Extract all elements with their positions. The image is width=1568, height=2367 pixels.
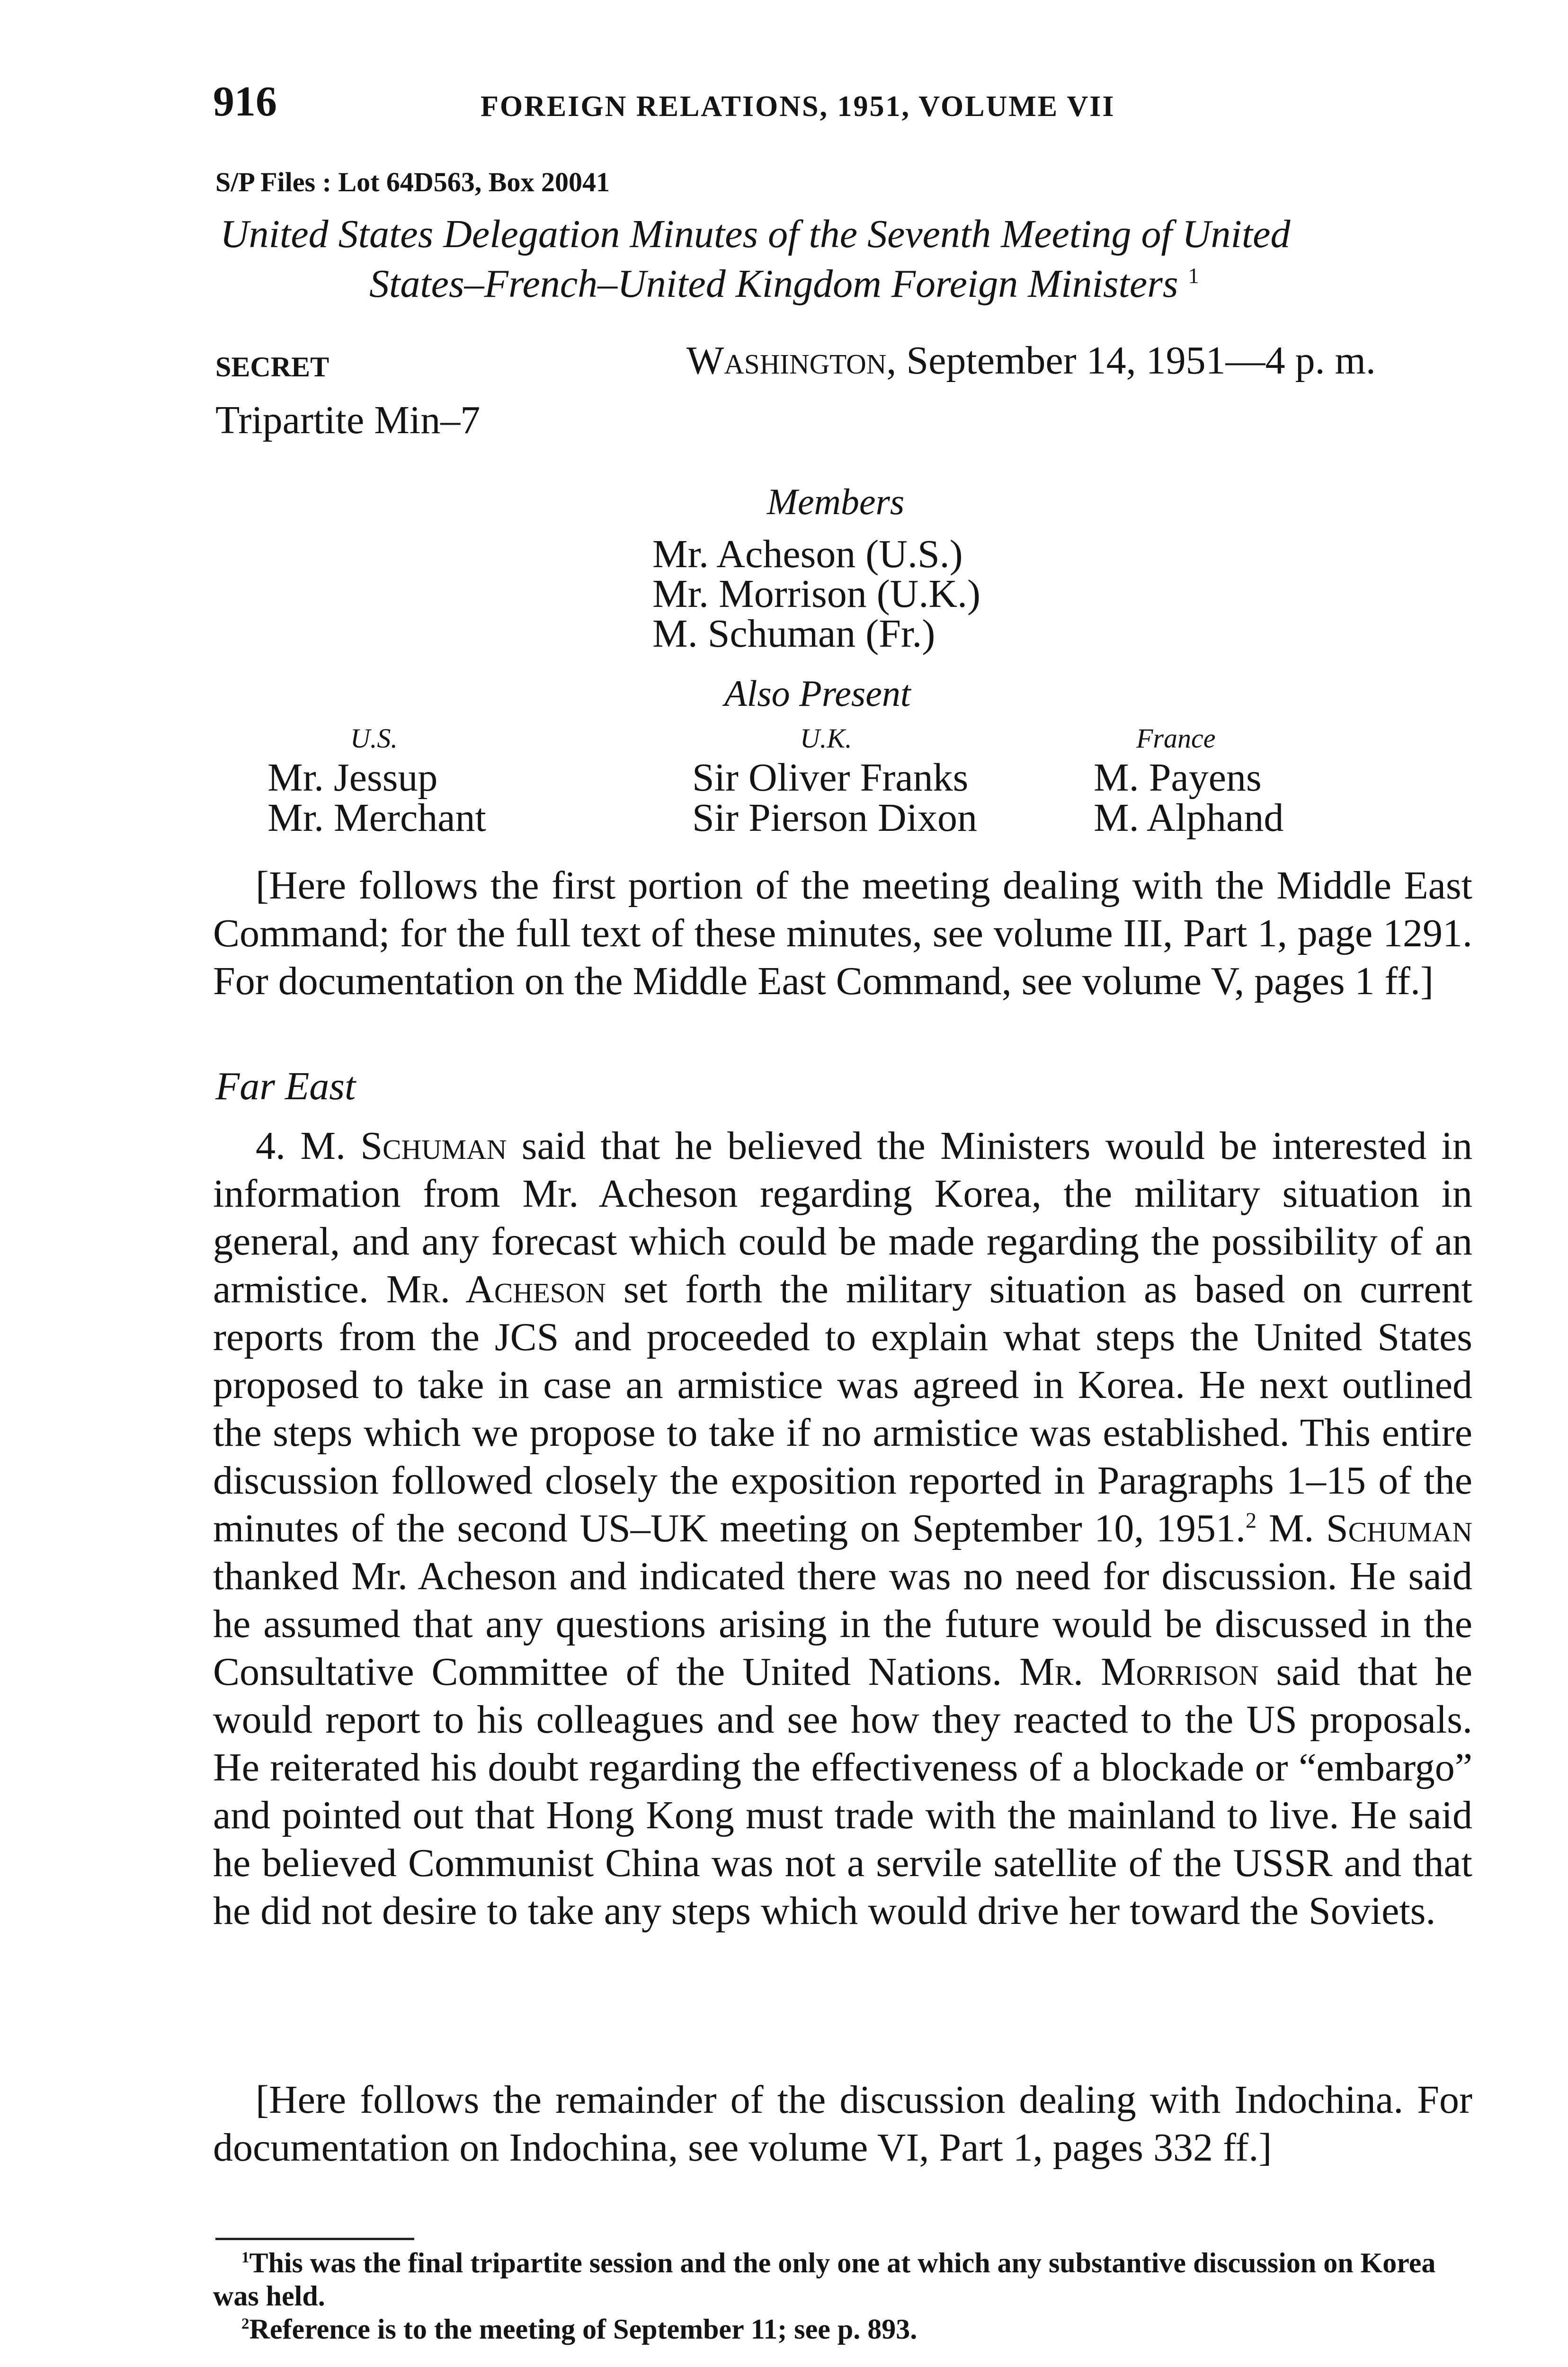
dateline-date: , September 14, 1951—4 p. m. <box>886 338 1376 383</box>
also-present-label-us: U.S. <box>350 723 398 754</box>
member-name: Mr. Morrison (U.K.) <box>652 572 980 616</box>
footnote-divider <box>215 2238 414 2240</box>
document-number: Tripartite Min–7 <box>215 398 481 442</box>
speaker-name: Mr. Morrison <box>1019 1650 1259 1694</box>
dateline-place: Washington <box>686 338 887 383</box>
section-heading: Far East <box>215 1064 356 1108</box>
running-title: FOREIGN RELATIONS, 1951, VOLUME VII <box>481 90 1115 123</box>
footnote-reference: 2 <box>1246 1508 1257 1532</box>
paragraph-text: set forth the military situation as based on current reports from the JCS and proceeded to explain what steps the United States proposed to take in case an armistice was agreed in Korea. He next outlined the steps which we propose to take if no armistice was established. This entire discussion followed closely the exposition reported in Paragraphs 1–15 of the minutes of the second US–UK meeting on September 10, 1951. <box>213 1267 1473 1550</box>
speaker-name: M. Schuman <box>300 1124 507 1168</box>
source-note: S/P Files : Lot 64D563, Box 20041 <box>215 167 610 197</box>
also-present-label-france: France <box>1136 723 1216 754</box>
dateline <box>686 337 1376 384</box>
footnote-mark: 1 <box>241 2249 249 2266</box>
attendee-name: Mr. Jessup <box>267 756 438 800</box>
paragraph-text: thanked Mr. Acheson and indicated there was no need for discussion. He said he assumed that any questions arising in the future would be discussed in the Consultative Committee of the United Nations. <box>213 1554 1472 1694</box>
editorial-note: [Here follows the first portion of the meeting dealing with the Middle East Command; for the full text of these minutes, see volume III, Part 1, page 1291. For documentation on the Middle East Command, see volume V, pages 1 ff.] <box>213 863 1472 1003</box>
attendee-name: M. Payens <box>1094 756 1262 800</box>
member-name: M. Schuman (Fr.) <box>652 612 935 656</box>
speaker-name: Mr. Acheson <box>386 1267 606 1311</box>
paragraph-text: 4. <box>256 1124 301 1168</box>
classification-label: SECRET <box>215 351 330 383</box>
paragraph-text <box>1256 1506 1269 1550</box>
title-footnote-mark: 1 <box>1188 264 1199 288</box>
paragraph-text: said that he would report to his colleagues and see how they reacted to the US proposals. He reiterated his doubt regarding the effectiveness of a blockade or “embargo” and pointed out that Hong Kong must trade with the mainland to live. He said he believed Communist China was not a servile satellite of the USSR and that he did not desire to take any steps which would drive her toward the Soviets. <box>213 1650 1472 1933</box>
attendee-name: Sir Pierson Dixon <box>692 796 978 840</box>
paragraph-text: said that he believed the Ministers would be interested in information from Mr. Acheson regarding Korea, the military situation in general, and any forecast which could be made regarding the possibility of an armistice. <box>213 1124 1473 1311</box>
footnote <box>213 2246 1472 2313</box>
also-present-label-uk: U.K. <box>800 723 852 754</box>
footnote-text: Reference is to the meeting of September 11; see p. 893. <box>249 2314 918 2345</box>
footnote <box>213 2313 1472 2346</box>
document-title-text: States–French–United Kingdom Foreign Ministers <box>369 262 1178 306</box>
attendee-name: Sir Oliver Franks <box>692 756 969 800</box>
members-heading: Members <box>767 481 905 522</box>
paragraph-4 <box>213 1122 1472 1935</box>
attendee-name: M. Alphand <box>1094 796 1284 840</box>
editorial-note: [Here follows the remainder of the discussion dealing with Indochina. For documentation on Indochina, see volume VI, Part 1, pages 332 ff.] <box>213 2078 1472 2170</box>
speaker-name: M. Schuman <box>1268 1506 1473 1550</box>
page-number: 916 <box>213 78 277 125</box>
document-title-line-1: United States Delegation Minutes of the Seventh Meeting of United <box>220 212 1291 256</box>
member-name: Mr. Acheson (U.S.) <box>652 532 963 576</box>
also-present-heading: Also Present <box>724 673 911 714</box>
footnote-mark: 2 <box>241 2315 249 2332</box>
document-title-line-2 <box>369 260 1199 308</box>
attendee-name: Mr. Merchant <box>267 796 486 840</box>
footnote-text: This was the final tripartite session and the only one at which any substantive discussion on Korea was held. <box>213 2247 1436 2312</box>
